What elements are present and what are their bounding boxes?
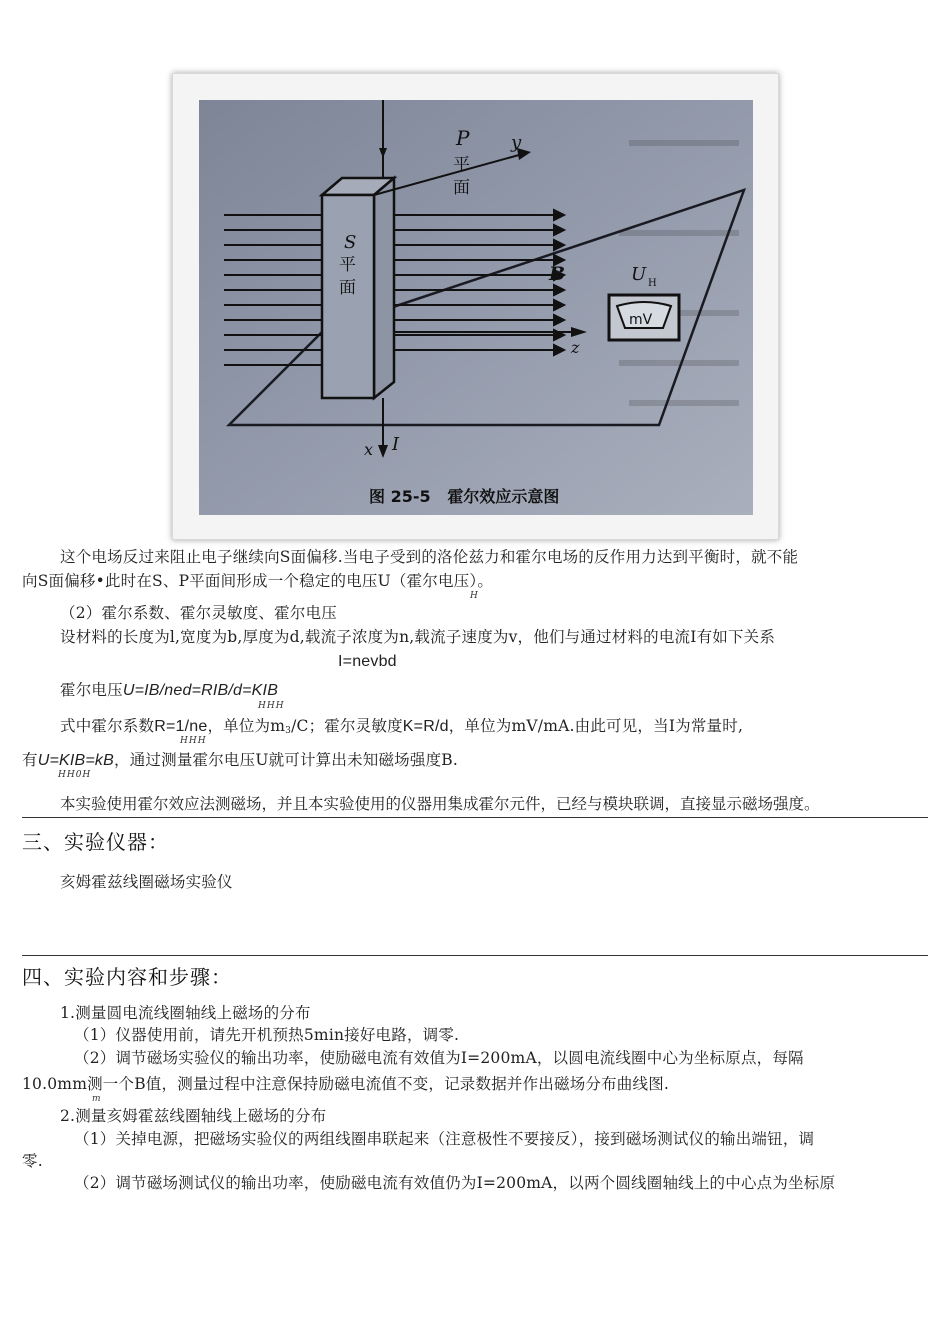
hall-coefficient-subscript: HHH [180,736,207,746]
meter-label: mV [629,312,653,328]
measurement-formula: U=KIB=kB [37,752,115,769]
hall-effect-diagram [199,100,753,515]
hall-voltage-line [60,680,278,701]
section-3-instrument: 亥姆霍兹线圈磁场实验仪 [60,873,233,891]
hall-coefficient-formula: R=1/ne [154,718,208,735]
paragraph-1-line-2: 向S面偏移•此时在S、P平面间形成一个稳定的电压U（霍尔电压）。 [22,572,494,590]
formula-current: I=nevbd [338,653,397,670]
y-axis-label: y [511,132,522,153]
hall-coefficient-line [60,716,743,741]
p-plane-label-mian: 面 [453,178,470,198]
field-label-b: B [549,263,566,285]
step-2-1-line-1: （1）关掉电源，把磁场实验仪的两组线圈串联起来（注意极性不要接反），接到磁场测试仪的输出端钮，调 [74,1130,815,1148]
uh-label-sub: H [648,278,657,289]
s-plane-label-ping: 平 [339,255,356,275]
section-3-title: 三、实验仪器： [22,830,169,854]
step-2-1-line-2: 零. [22,1152,43,1170]
paragraph-hall-coefficient-heading: （2）霍尔系数、霍尔灵敏度、霍尔电压 [60,604,337,622]
hall-effect-diagram-photo [199,100,753,515]
hall-coefficient-text-g: ，单位为mV/mA.由此可见，当I为常量时, [448,717,744,735]
hall-sensitivity-formula: K=R/d [402,718,449,735]
z-axis-label: z [571,338,580,357]
hall-coefficient-text-e: /C；霍尔灵敏度 [291,717,403,735]
step-1-2-line-1: （2）调节磁场实验仪的输出功率，使励磁电流有效值为I=200mA，以圆电流线圈中心为坐标原点，每隔 [74,1049,804,1067]
current-label: I [392,434,400,455]
paragraph-1-subscript: H [470,591,479,601]
step-2-heading: 2.测量亥姆霍兹线圈轴线上磁场的分布 [60,1107,327,1125]
hall-coefficient-text-c: ，单位为m [207,717,286,735]
hall-voltage-prefix: 霍尔电压 [60,681,123,699]
x-axis-label: x [364,440,374,459]
figure-caption: 图 25-5 霍尔效应示意图 [369,487,560,506]
hall-coefficient-superscript: 3 [285,726,292,736]
section-3-divider [22,817,928,818]
hall-voltage-measurement-line [22,750,458,771]
measurement-text-c: ，通过测量霍尔电压U就可计算出未知磁场强度B. [114,751,458,769]
step-1-2-subscript: m [92,1094,102,1104]
step-2-2: （2）调节磁场测试仪的输出功率，使励磁电流有效值仍为I=200mA，以两个圆线圈轴线上的中心点为坐标原 [74,1174,836,1192]
paragraph-experiment-method: 本实验使用霍尔效应法测磁场，并且本实验使用的仪器用集成霍尔元件，已经与模块联调，直接显示磁场强度。 [60,795,820,813]
hall-effect-figure-frame [172,73,779,540]
paragraph-1-line-1: 这个电场反过来阻止电子继续向S面偏移.当电子受到的洛伦兹力和霍尔电场的反作用力达到平衡时，就不能 [60,548,799,566]
step-1-2-line-2: 10.0mm测一个B值，测量过程中注意保持励磁电流值不变，记录数据并作出磁场分布曲线图. [22,1075,670,1093]
p-plane-label-ping: 平 [453,155,470,175]
section-4-divider [22,955,928,956]
uh-label-u: U [631,264,647,285]
hall-voltage-subscript: HHH [258,701,285,711]
paragraph-material-definition: 设材料的长度为l,宽度为b,厚度为d,载流子浓度为n,载流子速度为v，他们与通过材料的电流I有如下关系 [60,628,776,646]
hall-element-side [374,178,394,398]
section-4-title: 四、实验内容和步骤： [22,965,232,989]
step-1-1: （1）仪器使用前，请先开机预热5min接好电路，调零. [74,1026,460,1044]
measurement-text-a: 有 [22,751,38,769]
step-1-heading: 1.测量圆电流线圈轴线上磁场的分布 [60,1004,311,1022]
measurement-subscript: HH0H [58,770,92,780]
p-plane-label-p: P [456,126,470,150]
s-plane-label-s: S [344,232,357,253]
s-plane-label-mian: 面 [339,278,356,298]
hall-voltage-formula: U=IB/ned=RIB/d=KIB [122,682,279,699]
hall-coefficient-text-a: 式中霍尔系数 [60,717,155,735]
